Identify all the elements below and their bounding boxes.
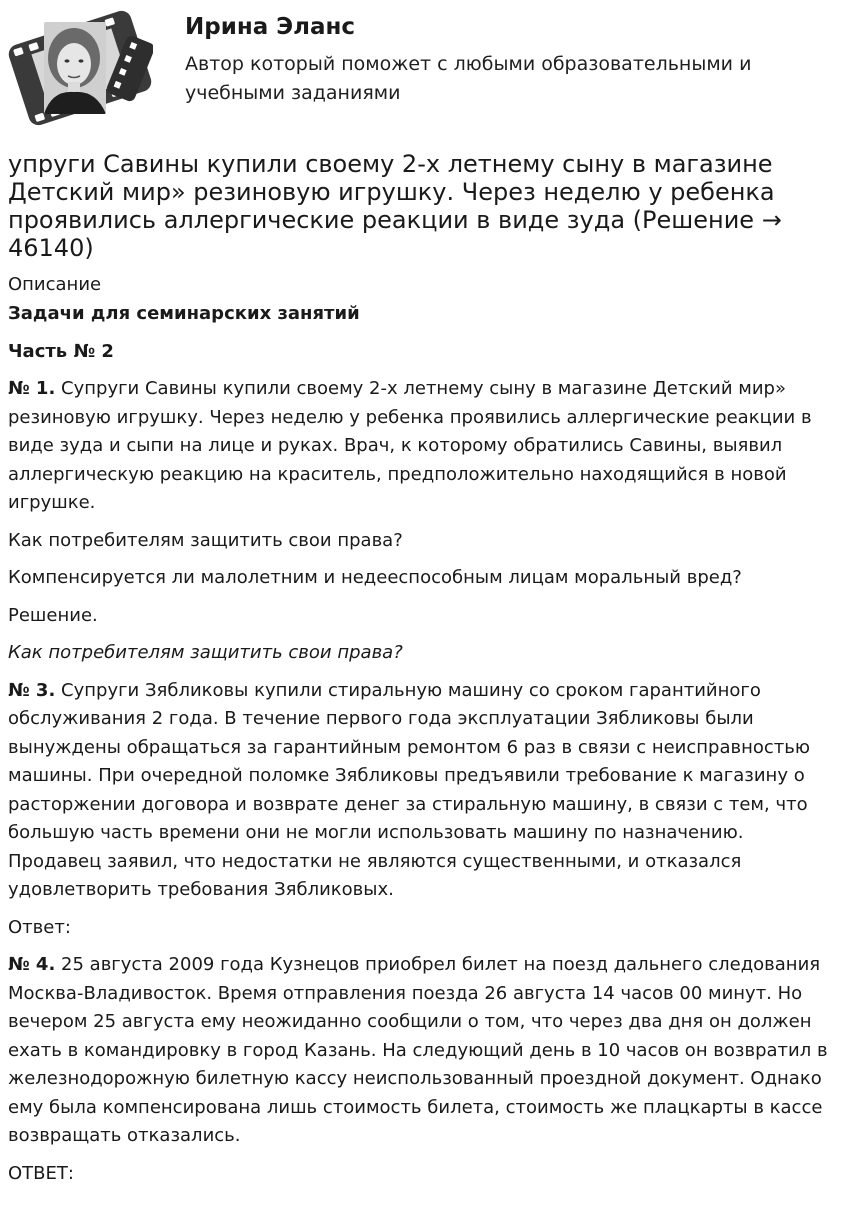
answer-label: Ответ:	[8, 916, 71, 938]
author-name: Ирина Эланс	[185, 14, 356, 40]
description-label: Описание	[8, 274, 102, 295]
task-1-number: № 1.	[8, 378, 56, 399]
task-1-text: Супруги Савины купили своему 2-х летнему сыну в магазине Детский мир» резиновую игрушку. Через неделю у ребенка проявились аллергические реакции в виде зуда и сыпи на лице и руках. Врач, к которому обратились Савины, выявил аллергическую реакцию на краситель, предположительно находящийся в новой игрушке.	[8, 378, 812, 513]
task-3-text: Супруги Зябликовы купили стиральную машину со сроком гарантийного обслуживания 2 года. В течение первого года эксплуатации Зябликовы были вынуждены обращаться за гарантийным ремонтом 6 раз в связи с неисправностью машины. При очередной поломке Зябликовы предъявили требование к магазину о расторжении договора и возврате денег за стиральную машину, в связи с тем, что большую часть времени они не могли использовать машину по назначению. Продавец заявил, что недостатки не являются существенными, и отказался удовлетворить требования Зябликовых.	[8, 679, 811, 900]
task-3-number: № 3.	[8, 679, 56, 701]
answer-label-caps: ОТВЕТ:	[8, 1162, 74, 1184]
solution-label: Решение.	[8, 604, 98, 626]
heading-part-number: Часть № 2	[8, 341, 114, 362]
document-title: упруги Савины купили своему 2-х летнему сыну в магазине Детский мир» резиновую игрушку. Через неделю у ребенка проявились аллергические реакции в виде зуда (Решение → 46140)	[8, 150, 782, 262]
author-photo-filmstrip-icon	[8, 8, 153, 128]
solution-question: Как потребителям защитить свои права?	[8, 642, 403, 663]
task-4	[8, 951, 840, 1151]
question-1: Как потребителям защитить свои права?	[8, 529, 403, 551]
question-2: Компенсируется ли малолетним и недееспособным лицам моральный вред?	[8, 567, 742, 588]
heading-seminar-tasks: Задачи для семинарских занятий	[8, 303, 360, 324]
task-3	[8, 677, 840, 905]
document-body	[8, 150, 840, 1197]
task-4-text: 25 августа 2009 года Кузнецов приобрел билет на поезд дальнего следования Москва-Владивосток. Время отправления поезда 26 августа 14 часов 00 минут. Но вечером 25 августа ему неожиданно сообщили о том, что через два дня он должен ехать в командировку в город Казань. На следующий день в 10 часов он возвратил в железнодорожную билетную кассу неиспользованный проездной документ. Однако ему была компенсирована лишь стоимость билета, стоимость же плацкарты в кассе возвращать отказались.	[8, 954, 828, 1146]
task-1	[8, 375, 840, 518]
task-4-number: № 4.	[8, 954, 56, 975]
author-card	[8, 8, 838, 130]
author-description: Автор который поможет с любыми образовательными и учебными заданиями	[185, 53, 752, 104]
